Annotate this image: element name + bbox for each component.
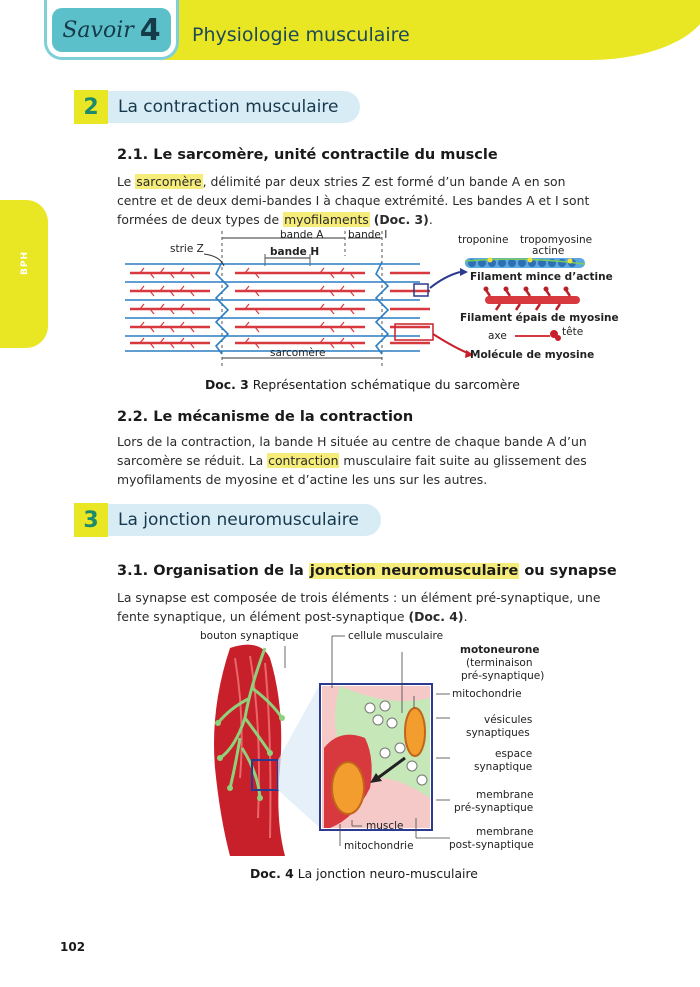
chapter-title: Physiologie musculaire — [192, 24, 410, 46]
subsection-3-1-title — [117, 563, 617, 579]
muscle-mitochondrion — [332, 762, 364, 814]
text: musculaire fait suite au glissement des myofilaments de myosine et d’actine les uns sur les autres. — [117, 453, 587, 487]
section-2-number: 2 — [74, 90, 108, 124]
highlight-jonction: jonction neuromusculaire — [309, 563, 519, 579]
filament-rows — [125, 262, 430, 354]
actin-filament-illustration — [465, 258, 585, 269]
label-filament-epais: Filament épais de myosine — [460, 312, 619, 324]
text: . — [463, 609, 468, 624]
label-espace: espace — [495, 748, 533, 760]
savoir-badge — [52, 8, 171, 52]
neuromuscular-junction-diagram — [190, 628, 545, 856]
label-sarcomere: sarcomère — [270, 347, 326, 359]
label-terminaison: (terminaison — [466, 657, 533, 669]
doc-4-caption — [250, 866, 478, 881]
label-troponine: troponine — [458, 234, 509, 246]
section-2-title: La contraction musculaire — [108, 91, 360, 123]
doc-3-reference: (Doc. 3) — [373, 212, 429, 227]
savoir-number: 4 — [139, 12, 161, 48]
highlight-sarcomere: sarcomère — [136, 174, 202, 189]
arrow-actin — [430, 272, 460, 288]
label-axe: axe — [488, 330, 507, 342]
label-bande-i: bande I — [348, 229, 388, 241]
label-motoneurone: motoneurone — [460, 644, 540, 656]
highlight-myofilaments: myofilaments — [284, 212, 369, 227]
section-3-heading — [74, 503, 381, 537]
zoom-cone — [278, 684, 320, 828]
label-membrane-post: membrane — [476, 826, 534, 838]
subsection-2-2-paragraph — [117, 432, 607, 489]
section-3-number: 3 — [74, 503, 108, 537]
doc-3-caption-text: Représentation schématique du sarcomère — [248, 377, 520, 392]
subsection-2-2-title: 2.2. Le mécanisme de la contraction — [117, 409, 414, 425]
text: ou synapse — [519, 563, 617, 579]
text: La synapse est composée de trois éléments : un élément pré-synaptique, une fente synaptique, un élément post-synaptique — [117, 590, 601, 624]
text: Lors de la contraction, la bande H située au centre de chaque bande A d’un sarcomère se réduit. La — [117, 434, 587, 468]
page-number: 102 — [60, 940, 86, 954]
myosin-molecule-illustration — [515, 330, 561, 341]
doc-3-caption — [205, 377, 520, 392]
label-membrane-pre: membrane — [476, 789, 534, 801]
label-filament-mince: Filament mince d’actine — [470, 271, 613, 283]
label-pre-synaptique: pré-synaptique) — [461, 670, 545, 682]
section-3-title: La jonction neuromusculaire — [108, 504, 381, 536]
section-2-heading — [74, 90, 360, 124]
text: Le — [117, 174, 136, 189]
label-tropomyosine: tropomyosine — [520, 234, 593, 246]
label-bande-h: bande H — [270, 246, 320, 258]
label-tete: tête — [562, 326, 584, 338]
subsection-2-1-paragraph — [117, 172, 607, 229]
label-cellule-musculaire: cellule musculaire — [348, 630, 444, 642]
label-espace-synaptique: synaptique — [474, 761, 533, 773]
side-tab-label: BPH — [20, 251, 30, 275]
header — [0, 0, 700, 62]
doc-4-reference: (Doc. 4) — [408, 609, 464, 624]
label-bouton-synaptique: bouton synaptique — [200, 630, 299, 642]
doc-3-caption-ref: Doc. 3 — [205, 377, 249, 392]
subsection-3-1-paragraph — [117, 588, 607, 626]
subsection-2-1-title: 2.1. Le sarcomère, unité contractile du muscle — [117, 147, 498, 163]
label-muscle: muscle — [366, 820, 404, 832]
text: . — [428, 212, 433, 227]
nerve-mitochondrion — [405, 708, 425, 756]
text: 3.1. Organisation de la — [117, 563, 309, 579]
label-synaptiques: synaptiques — [466, 727, 530, 739]
highlight-contraction: contraction — [268, 453, 339, 468]
arrow-myosin — [433, 334, 470, 354]
doc-4-caption-text: La jonction neuro-musculaire — [293, 866, 478, 881]
sarcomere-diagram — [120, 226, 619, 374]
myosin-filament-illustration — [484, 287, 581, 311]
label-mitochondrie-bottom: mitochondrie — [344, 840, 414, 852]
label-molecule-myosine: Molécule de myosine — [470, 349, 595, 361]
doc-4-caption-ref: Doc. 4 — [250, 866, 294, 881]
label-mitochondrie-right: mitochondrie — [452, 688, 522, 700]
label-actine: actine — [532, 245, 565, 257]
label-bande-a: bande A — [280, 229, 324, 241]
label-strie-z: strie Z — [170, 243, 204, 255]
text: , délimité par deux stries Z est formé d’un bande A en son centre et de deux demi-bandes I à chaque extrémité. Les bandes A et I sont formées de deux types de — [117, 174, 590, 227]
muscle-fiber — [214, 645, 285, 856]
label-membrane-pre-synaptique: pré-synaptique — [454, 802, 534, 814]
label-membrane-post-synaptique: post-synaptique — [449, 839, 534, 851]
label-vesicules: vésicules — [484, 714, 533, 726]
savoir-word: Savoir — [62, 17, 134, 43]
